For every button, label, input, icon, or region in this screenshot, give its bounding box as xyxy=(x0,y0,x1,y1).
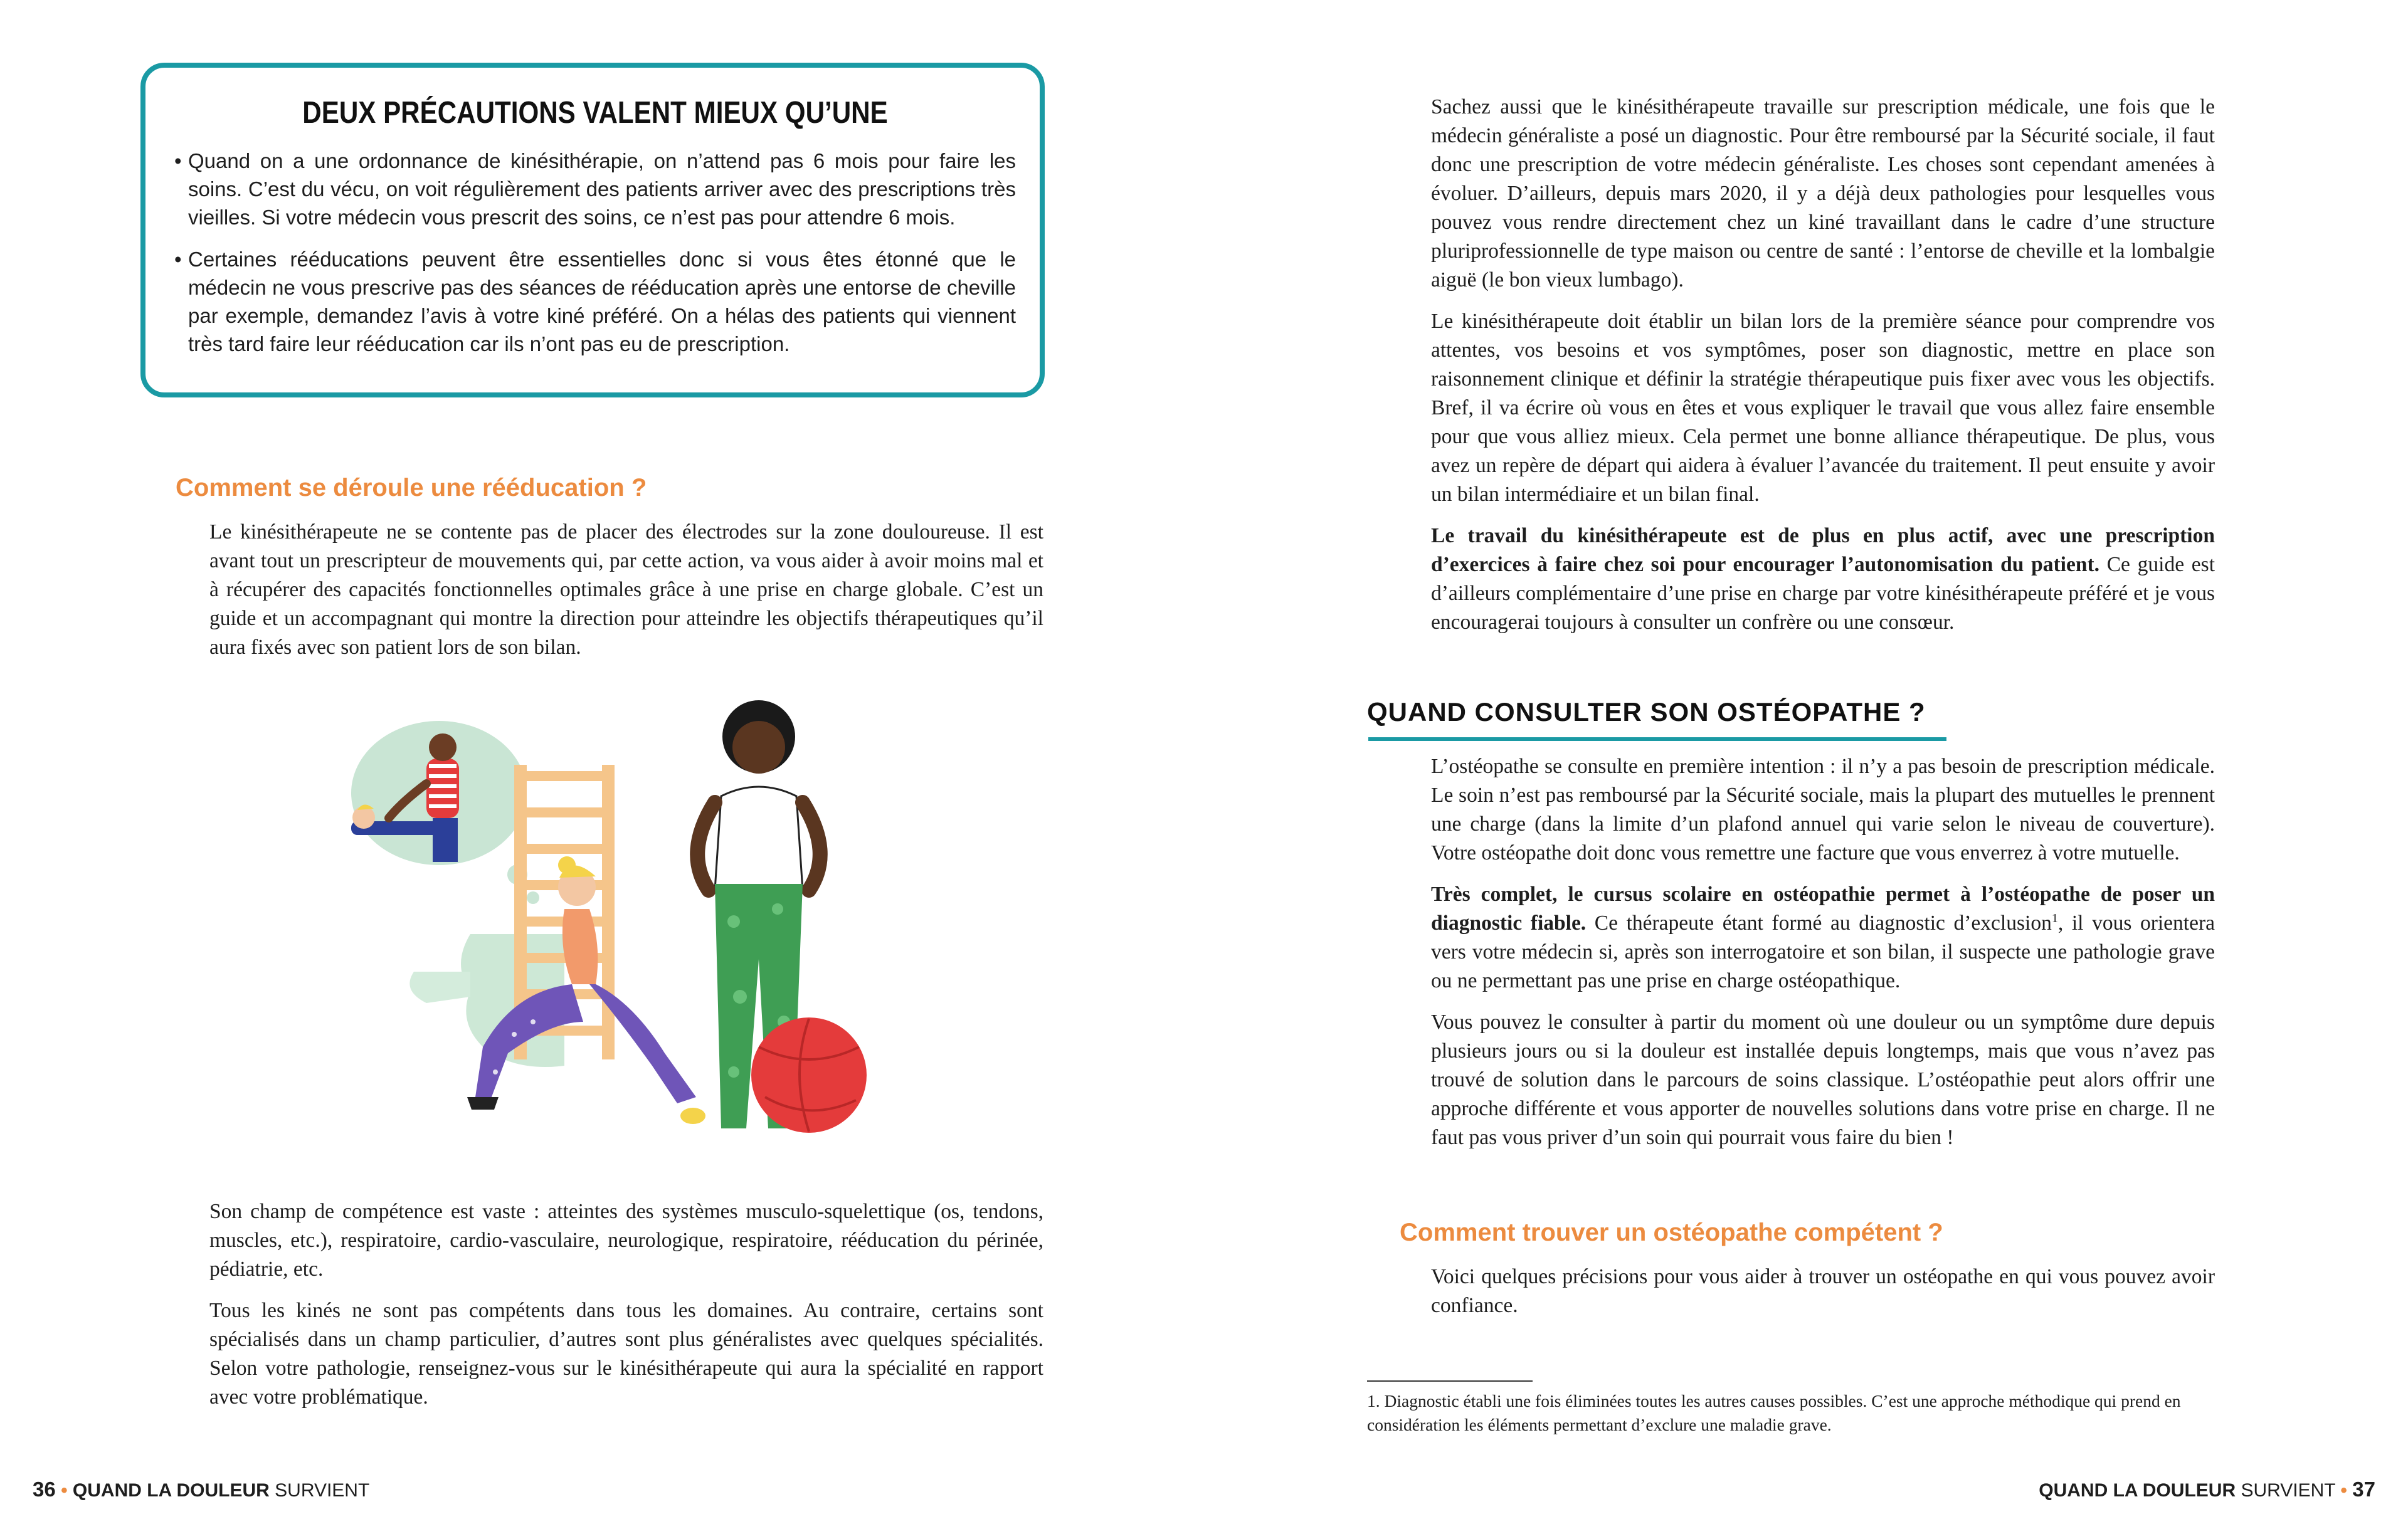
paragraph: Son champ de compétence est vaste : atteintes des systèmes musculo-squelettique (os, tendons, muscles, etc.), respiratoire, cardio-vasculaire, neurologique, respiratoire, rééducation du périnée, pédiatrie, etc. xyxy=(209,1200,1043,1281)
osteopathe-section-title: QUAND CONSULTER SON OSTÉOPATHE ? xyxy=(1367,697,1926,727)
paragraph: Tous les kinés ne sont pas compétents dans tous les domaines. Au contraire, certains sont spécialisés dans un champ particulier, d’autres sont plus généralistes avec quelques spécialités. Selon votre pathologie, renseignez-vous sur le kinésithérapeute qui aura la spécialité en rapport avec votre problématique. xyxy=(209,1299,1043,1409)
paragraph: Sachez aussi que le kinésithérapeute travaille sur prescription médicale, une fois que le médecin généraliste a posé un diagnostic. Pour être remboursé par la Sécurité sociale, il faut donc une prescription de votre médecin généraliste. Les choses sont cependant amenées à évoluer. D’ailleurs, depuis mars 2020, il y a déjà deux pathologies pour lesquelles vous pouvez vous rendre directement chez un kiné travaillant dans le cadre d’une structure pluriprofessionnelle de type maison ou centre de santé : l’entorse de cheville et la lombalgie aiguë (le bon vieux lumbago). xyxy=(1431,95,2215,292)
kine-competence-body xyxy=(209,1197,1043,1424)
running-title-bold: QUAND LA DOULEUR xyxy=(2039,1480,2236,1501)
bold-lead: Très complet, le cursus scolaire en ostéopathie permet à l’ostéopathe de poser un diagnostic fiable. xyxy=(1431,883,2215,935)
paragraph: Très complet, le cursus scolaire en ostéopathie permet à l’ostéopathe de poser un diagnostic fiable. Ce thérapeute étant formé au diagnostic d’exclusion$^1$, il vous orientera vers votre médecin si, après son interrogatoire et son bilan, il suspecte une pathologie grave ou ne permettant pas une prise en charge ostéopathique. xyxy=(1431,883,2215,992)
separator-dot: • xyxy=(2340,1480,2347,1501)
osteopathe-find-body xyxy=(1431,1263,2215,1333)
paragraph: Le kinésithérapeute doit établir un bilan lors de la première séance pour comprendre vos attentes, vos besoins et vos symptômes, poser son diagnostic, mettre en place son raisonnement clinique et définir la stratégie thérapeutique puis fixer avec vous les objectifs. Bref, il va écrire où vous en êtes et vous expliquer le travail que vous allez faire ensemble pour que vous alliez mieux. Cela permet une bonne alliance thérapeutique. De plus, vous avez un repère de départ qui aidera à évaluer l’avancée du traitement. Il peut ensuite y avoir un bilan intermédiaire et un bilan final. xyxy=(1431,310,2215,506)
footnote-rule xyxy=(1367,1380,1533,1382)
bullet-icon: • xyxy=(174,149,182,172)
running-title-bold: QUAND LA DOULEUR xyxy=(72,1480,270,1501)
right-folio xyxy=(2039,1478,2375,1501)
section-underline xyxy=(1368,737,1946,741)
reeducation-subheading: Comment se déroule une rééducation ? xyxy=(176,474,647,502)
footnote: 1. Diagnostic établi une fois éliminées toutes les autres causes possibles. C’est une approche méthodique qui prend en considération les éléments permettant d’exclure une maladie grave. xyxy=(1367,1391,2181,1434)
paragraph: L’ostéopathe se consulte en première intention : il n’y a pas besoin de prescription médicale. Le soin n’est pas remboursé par la Sécurité sociale, mais la plupart des mutuelles le prennent une charge (dans la limite d’un plafond annuel qui varie selon le niveau de couverture). Votre ostéopathe doit donc vous remettre une facture que vous enverrez à votre mutuelle. xyxy=(1431,755,2215,864)
physiotherapy-illustration xyxy=(326,696,878,1172)
bold-lead: Le travail du kinésithérapeute est de plus en plus actif, avec une prescription d’exercices à faire chez soi pour encourager l’autonomisation du patient. xyxy=(1431,524,2215,576)
bullet-icon: • xyxy=(174,248,182,271)
running-title-rest: SURVIENT xyxy=(275,1480,370,1501)
right-page xyxy=(1204,0,2408,1529)
paragraph: Vous pouvez le consulter à partir du moment où une douleur ou un symptôme dure depuis plusieurs jours ou si la douleur est installée depuis longtemps, mais que vous n’avez pas trouvé de solution dans le parcours de soins classique. L’ostéopathie peut alors offrir une approche différente et vous apporter de nouvelles solutions dans votre prise en charge. Il ne faut pas vous priver d’un soin qui pourrait vous faire du bien ! xyxy=(1431,1011,2215,1149)
osteopathe-body xyxy=(1431,752,2215,1165)
reeducation-body xyxy=(209,518,1043,675)
callout-item-2: • Certaines rééducations peuvent être essentielles donc si vous êtes étonné que le médecin ne vous prescrive pas des séances de rééducation après une entorse de cheville par exemple, demandez l’avis à votre kiné préféré. On a hélas des patients qui viennent très tard faire leur rééducation car ils n’ont pas eu de prescription. xyxy=(174,245,1016,358)
callout-item-1: • Quand on a une ordonnance de kinésithérapie, on n’attend pas 6 mois pour faire les soins. C’est du vécu, on voit régulièrement des patients arriver avec des prescriptions très vieilles. Si votre médecin vous prescrit des soins, ce n’est pas pour attendre 6 mois. xyxy=(174,147,1016,231)
page-number: 36 xyxy=(33,1478,56,1501)
paragraph: Le kinésithérapeute ne se contente pas de placer des électrodes sur la zone douloureuse. Il est avant tout un prescripteur de mouvements qui, par cette action, va vous aider à avoir moins mal et à récupérer des capacités fonctionnelles optimales grâce à une prise en charge globale. C’est un guide et un accompagnant qui montre la direction pour atteindre les objectifs thérapeutiques qu’il aura fixés avec son patient lors de son bilan. xyxy=(209,520,1043,659)
separator-dot: • xyxy=(61,1480,68,1501)
osteopathe-subheading: Comment trouver un ostéopathe compétent ? xyxy=(1400,1219,1943,1246)
footnote-ref: 1 xyxy=(2051,911,2058,925)
callout-list xyxy=(174,147,1016,358)
prescription-body xyxy=(1431,93,2215,649)
paragraph: Voici quelques précisions pour vous aider à trouver un ostéopathe en qui vous pouvez avoir confiance. xyxy=(1431,1265,2215,1317)
page-number: 37 xyxy=(2352,1478,2375,1501)
paragraph: Le travail du kinésithérapeute est de plus en plus actif, avec une prescription d’exercices à faire chez soi pour encourager l’autonomisation du patient. Ce guide est d’ailleurs complémentaire d’une prise en charge par votre kinésithérapeute préféré et je vous encouragerai toujours à consulter un confrère ou une consœur. xyxy=(1431,524,2215,634)
callout-title: DEUX PRÉCAUTIONS VALENT MIEUX QU’UNE xyxy=(302,96,888,130)
precautions-callout-box xyxy=(140,63,1045,397)
running-title-rest: SURVIENT xyxy=(2241,1480,2336,1501)
left-folio xyxy=(33,1478,369,1501)
